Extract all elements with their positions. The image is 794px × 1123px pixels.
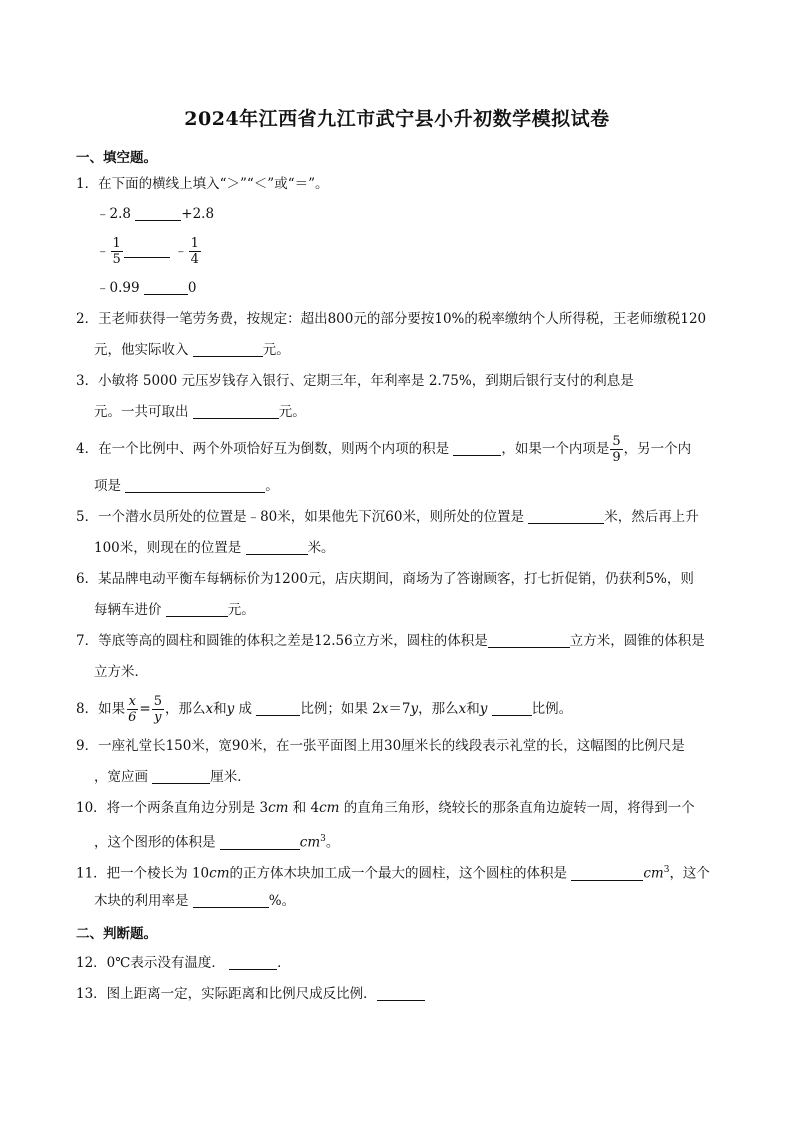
question-10-line-2: ，这个图形的体积是 $cm^3$。: [94, 834, 340, 851]
fraction: $\frac{x}{6}$: [128, 694, 137, 725]
question-3: 3．小敏将 5000 元压岁钱存入银行、定期三年，年利率是 2.75%，到期后银行支付的利息是: [76, 373, 634, 389]
question-11-line-2: 木块的利用率是 %。: [94, 893, 296, 909]
answer-blank[interactable]: [246, 539, 308, 555]
question-1-item-a: ﹣2.8 +2.8: [96, 206, 215, 222]
answer-blank[interactable]: [453, 440, 501, 456]
question-13: 13．图上距离一定，实际距离和比例尺成反比例．: [76, 984, 425, 1004]
page-title: 2024年江西省九江市武宁县小升初数学模拟试卷: [184, 108, 610, 130]
fraction: $\frac{5}{y}$: [153, 694, 162, 725]
question-11: 11．把一个棱长为 10cm的正方体木块加工成一个最大的圆柱，这个圆柱的体积是 $cm^3$，这个: [76, 865, 710, 882]
section-heading-true-false: 二、判断题。: [76, 926, 157, 942]
answer-blank[interactable]: [377, 985, 425, 1001]
answer-blank[interactable]: [528, 508, 604, 524]
question-2-line-2: 元，他实际收入 元。: [94, 342, 290, 358]
answer-blank[interactable]: [193, 892, 269, 908]
answer-blank[interactable]: [166, 601, 228, 617]
question-6-line-2: 每辆车进价 元。: [94, 602, 255, 618]
question-8: 8．如果 $\frac{x}{6}$ = $\frac{5}{y}$ ，那么x和y 成 比例；如果 2x＝7y，那么x和y 比例。: [76, 694, 573, 725]
answer-blank[interactable]: [135, 205, 181, 221]
answer-blank[interactable]: [492, 700, 532, 716]
answer-blank[interactable]: [193, 403, 279, 419]
answer-blank[interactable]: [229, 954, 277, 970]
question-4: 4．在一个比例中、两个外项恰好互为倒数，则两个内项的积是 ，如果一个内项是 $\frac{5}{9}$ ，另一个内: [76, 434, 692, 465]
fraction: $\frac{1}{5}$: [112, 236, 121, 267]
section-heading-fill-in: 一、填空题。: [76, 150, 157, 166]
question-6: 6．某品牌电动平衡车每辆标价为1200元，店庆期间，商场为了答谢顾客，打七折促销，仍获利5%，则: [76, 571, 694, 587]
fraction: $\frac{1}{4}$: [190, 236, 199, 267]
answer-blank[interactable]: [124, 242, 170, 258]
question-4-line-2: 项是 。: [94, 478, 279, 494]
answer-blank[interactable]: [125, 477, 265, 493]
answer-blank[interactable]: [488, 632, 570, 648]
question-10: 10．将一个两条直角边分别是 3cm 和 4cm 的直角三角形，绕较长的那条直角边旋转一周，将得到一个: [76, 800, 695, 816]
question-7: 7．等底等高的圆柱和圆锥的体积之差是12.56立方米，圆柱的体积是 立方米，圆锥的体积是: [76, 633, 705, 649]
question-9-line-2: ，宽应画 厘米．: [94, 769, 251, 785]
question-5: 5．一个潜水员所处的位置是﹣80米，如果他先下沉60米，则所处的位置是 米，然后再上升: [76, 509, 699, 525]
answer-blank[interactable]: [571, 865, 643, 881]
question-2: 2．王老师获得一笔劳务费，按规定：超出800元的部分要按10%的税率缴纳个人所得税，王老师缴税120: [76, 311, 707, 327]
question-3-line-2: 元。一共可取出 元。: [94, 404, 306, 420]
question-1: 1．在下面的横线上填入“＞”“＜”或“＝”。: [76, 176, 329, 192]
answer-blank[interactable]: [256, 700, 300, 716]
question-1-item-b: ﹣ $\frac{1}{5}$ ﹣ $\frac{1}{4}$: [96, 236, 199, 267]
question-12: 12．0℃表示没有温度． ．: [76, 955, 291, 971]
answer-blank[interactable]: [193, 341, 263, 357]
answer-blank[interactable]: [144, 279, 188, 295]
answer-blank[interactable]: [152, 768, 210, 784]
question-9: 9．一座礼堂长150米，宽90米，在一张平面图上用30厘米长的线段表示礼堂的长，这幅图的比例尺是: [76, 738, 685, 754]
answer-blank[interactable]: [220, 834, 300, 850]
question-5-line-2: 100米，则现在的位置是 米。: [94, 540, 335, 556]
question-1-item-c: ﹣0.99 0: [96, 280, 197, 296]
question-7-line-2: 立方米．: [94, 664, 148, 680]
fraction: $\frac{5}{9}$: [612, 434, 621, 465]
